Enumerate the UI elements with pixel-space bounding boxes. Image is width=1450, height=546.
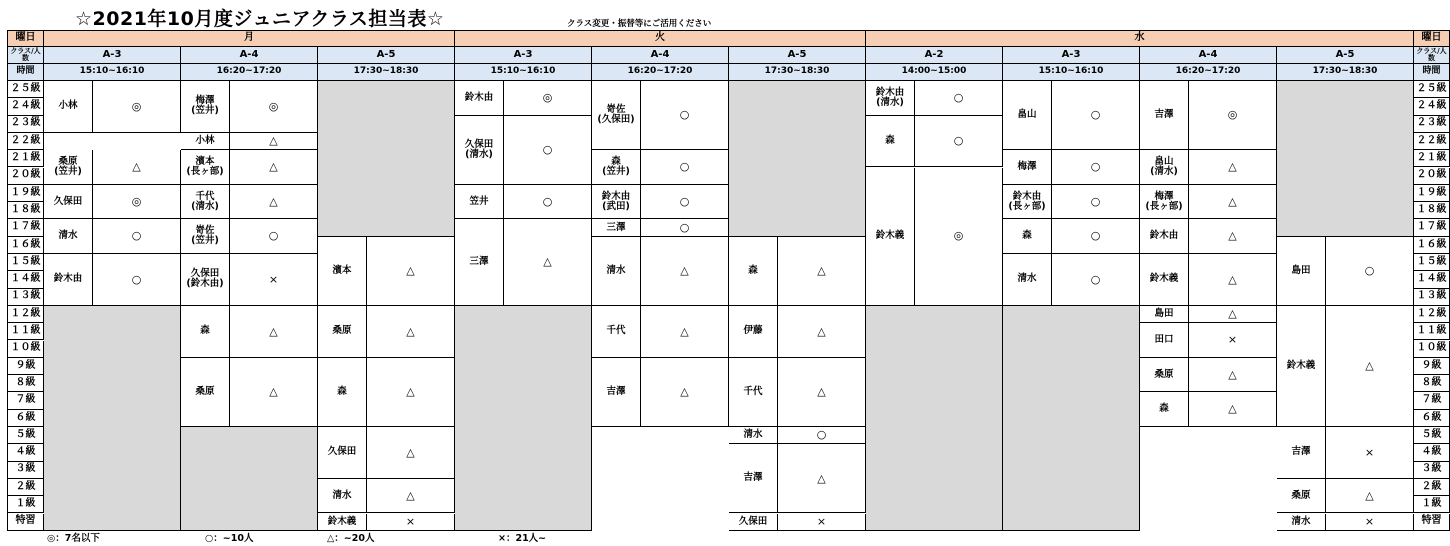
class-size-mark: △ (1189, 219, 1277, 254)
instructor-name: 清水 (44, 219, 93, 254)
level-label: ２１級 (8, 150, 44, 167)
instructor-name: 濱本 (長ヶ部) (181, 150, 230, 185)
class-size-mark: △ (1189, 185, 1277, 220)
instructor-name: 梅澤 (長ヶ部) (1140, 185, 1189, 220)
level-label-right: ２級 (1414, 479, 1450, 496)
day-header: 火 (455, 31, 866, 47)
time-header: 15:10~16:10 (44, 64, 181, 81)
legend-item: ×：21人~ (498, 533, 547, 544)
class-size-mark: △ (778, 237, 866, 306)
class-count-label-right: クラス/人数 (1414, 47, 1450, 64)
level-label: １７級 (8, 219, 44, 236)
level-label-right: １８級 (1414, 202, 1450, 219)
instructor-name: 森 (318, 358, 367, 427)
class-size-mark: △ (230, 306, 318, 358)
level-label-right: １級 (1414, 496, 1450, 513)
instructor-name: 森 (1003, 219, 1052, 254)
instructor-name: 森 (1140, 392, 1189, 427)
class-size-mark: △ (367, 479, 455, 514)
instructor-name: 吉澤 (1140, 81, 1189, 150)
class-size-mark: △ (778, 306, 866, 358)
empty-slot (729, 81, 866, 237)
level-label: ２級 (8, 479, 44, 496)
class-header: A-5 (729, 47, 866, 64)
level-label-right: 特習 (1414, 514, 1450, 531)
class-size-mark: ○ (641, 150, 729, 185)
class-size-mark: × (1326, 514, 1414, 531)
level-label: １４級 (8, 271, 44, 288)
class-size-mark: △ (367, 427, 455, 479)
class-size-mark: ○ (1052, 219, 1140, 254)
class-size-mark: × (778, 514, 866, 531)
instructor-name: 久保田 (729, 514, 778, 531)
level-label-right: ７級 (1414, 392, 1450, 409)
instructor-name: 久保田 (清水) (455, 116, 504, 185)
level-label: ４級 (8, 444, 44, 461)
instructor-name: 田口 (1140, 323, 1189, 358)
level-label: １６級 (8, 237, 44, 254)
instructor-name: 清水 (318, 479, 367, 514)
instructor-name: 久保田 (318, 427, 367, 479)
level-label-right: １５級 (1414, 254, 1450, 271)
instructor-name: 鈴木由 (武田) (592, 185, 641, 220)
level-label: １５級 (8, 254, 44, 271)
instructor-name: 鈴木義 (318, 514, 367, 531)
level-label-right: ６級 (1414, 410, 1450, 427)
class-size-mark: ◎ (915, 168, 1003, 306)
class-size-mark: △ (778, 444, 866, 513)
class-size-mark: △ (1189, 392, 1277, 427)
level-label-right: ２０級 (1414, 168, 1450, 185)
instructor-name: 桑原 (181, 358, 230, 427)
class-header: A-3 (1003, 47, 1140, 64)
level-label-right: ２３級 (1414, 116, 1450, 133)
instructor-name: 鈴木由 (清水) (866, 81, 915, 116)
legend-item: △：~20人 (327, 533, 375, 544)
instructor-name: 清水 (1277, 514, 1326, 531)
instructor-name: 小林 (44, 81, 93, 133)
page-title: ☆2021年10月度ジュニアクラス担当表☆ (75, 8, 445, 30)
level-label: ８級 (8, 375, 44, 392)
time-header: 16:20~17:20 (592, 64, 729, 81)
class-size-mark: △ (367, 306, 455, 358)
class-size-mark: ○ (641, 185, 729, 220)
time-header: 14:00~15:00 (866, 64, 1003, 81)
instructor-name: 濱本 (318, 237, 367, 306)
legend-item: ○：~10人 (205, 533, 254, 544)
class-size-mark: △ (1326, 306, 1414, 427)
class-size-mark: △ (641, 237, 729, 306)
level-label: 特習 (8, 514, 44, 531)
instructor-name: 森 (729, 237, 778, 306)
class-size-mark: ○ (1052, 150, 1140, 185)
class-size-mark: ○ (641, 81, 729, 150)
instructor-name: 桑原 (笠井) (44, 150, 93, 185)
level-label-right: ２４級 (1414, 98, 1450, 115)
class-size-mark: ◎ (1189, 81, 1277, 150)
day-header: 水 (866, 31, 1414, 47)
level-label-right: ４級 (1414, 444, 1450, 461)
class-size-mark: △ (367, 237, 455, 306)
class-header: A-3 (44, 47, 181, 64)
level-label: ２５級 (8, 81, 44, 98)
class-size-mark: ○ (778, 427, 866, 444)
level-label-right: ９級 (1414, 358, 1450, 375)
class-size-mark: △ (230, 150, 318, 185)
level-label: ６級 (8, 410, 44, 427)
level-label: ７級 (8, 392, 44, 409)
instructor-name: 笠井 (455, 185, 504, 220)
day-header: 月 (44, 31, 455, 47)
youbi-label: 曜日 (8, 31, 44, 47)
level-label-right: ３級 (1414, 462, 1450, 479)
instructor-name: 畠山 (1003, 81, 1052, 150)
youbi-label-right: 曜日 (1414, 31, 1450, 47)
level-label-right: １１級 (1414, 323, 1450, 340)
instructor-name: 久保田 (鈴木由) (181, 254, 230, 306)
instructor-name: 畠山 (清水) (1140, 150, 1189, 185)
level-label: ９級 (8, 358, 44, 375)
class-header: A-4 (592, 47, 729, 64)
instructor-name: 桑原 (1277, 479, 1326, 514)
empty-slot (318, 81, 455, 237)
instructor-name: 吉澤 (729, 444, 778, 513)
level-label: ３級 (8, 462, 44, 479)
instructor-name: 久保田 (44, 185, 93, 220)
time-header: 16:20~17:20 (181, 64, 318, 81)
class-size-mark: ○ (1052, 254, 1140, 306)
instructor-name: 鈴木由 (455, 81, 504, 116)
class-size-mark: ○ (93, 254, 181, 306)
empty-slot (44, 306, 181, 531)
class-header: A-4 (181, 47, 318, 64)
class-header: A-5 (318, 47, 455, 64)
class-count-label: クラス/人数 (8, 47, 44, 64)
class-size-mark: ○ (93, 219, 181, 254)
level-label: １１級 (8, 323, 44, 340)
class-size-mark: ○ (915, 81, 1003, 116)
class-size-mark: ◎ (93, 185, 181, 220)
level-label-right: ８級 (1414, 375, 1450, 392)
instructor-name: 小林 (181, 133, 230, 150)
instructor-name: 桑原 (318, 306, 367, 358)
instructor-name: 島田 (1277, 237, 1326, 306)
instructor-name: 鈴木由 (44, 254, 93, 306)
class-size-mark: △ (1189, 254, 1277, 306)
time-header: 15:10~16:10 (455, 64, 592, 81)
level-label-right: ２２級 (1414, 133, 1450, 150)
level-label-right: １４級 (1414, 271, 1450, 288)
class-size-mark: △ (641, 306, 729, 358)
level-label: １２級 (8, 306, 44, 323)
instructor-name: 鈴木義 (866, 168, 915, 306)
instructor-name: 森 (866, 116, 915, 168)
class-header: A-2 (866, 47, 1003, 64)
level-label-right: ２５級 (1414, 81, 1450, 98)
class-size-mark: △ (504, 219, 592, 306)
class-header: A-4 (1140, 47, 1277, 64)
instructor-name: 伊藤 (729, 306, 778, 358)
empty-slot (1003, 306, 1140, 531)
level-label: ２２級 (8, 133, 44, 150)
class-size-mark: △ (1189, 150, 1277, 185)
instructor-name: 嵜佐 (笠井) (181, 219, 230, 254)
class-size-mark: ○ (230, 219, 318, 254)
level-label: ５級 (8, 427, 44, 444)
class-size-mark: △ (1189, 358, 1277, 393)
class-size-mark: ◎ (504, 81, 592, 116)
class-size-mark: ○ (504, 185, 592, 220)
level-label-right: １２級 (1414, 306, 1450, 323)
level-label-right: １６級 (1414, 237, 1450, 254)
instructor-name: 清水 (592, 237, 641, 306)
class-size-mark: ○ (504, 116, 592, 185)
class-size-mark: △ (367, 358, 455, 427)
instructor-name: 島田 (1140, 306, 1189, 323)
level-label: ２３級 (8, 116, 44, 133)
class-size-mark: × (1189, 323, 1277, 358)
time-header: 16:20~17:20 (1140, 64, 1277, 81)
instructor-name: 森 (181, 306, 230, 358)
level-label-right: １７級 (1414, 219, 1450, 236)
class-size-mark: × (367, 514, 455, 531)
empty-slot (866, 306, 1003, 531)
instructor-name: 梅澤 (1003, 150, 1052, 185)
instructor-name: 鈴木義 (1140, 254, 1189, 306)
instructor-name: 桑原 (1140, 358, 1189, 393)
instructor-name: 三澤 (592, 219, 641, 236)
level-label-right: ５級 (1414, 427, 1450, 444)
instructor-name: 鈴木義 (1277, 306, 1326, 427)
time-label: 時間 (8, 64, 44, 81)
class-size-mark: ○ (1326, 237, 1414, 306)
instructor-name: 千代 (清水) (181, 185, 230, 220)
level-label: １級 (8, 496, 44, 513)
class-size-mark: △ (1189, 306, 1277, 323)
instructor-name: 嵜佐 (久保田) (592, 81, 641, 150)
time-header: 17:30~18:30 (318, 64, 455, 81)
class-size-mark: △ (641, 358, 729, 427)
class-size-mark: ○ (1052, 81, 1140, 150)
time-header: 17:30~18:30 (729, 64, 866, 81)
empty-slot (1277, 81, 1414, 237)
instructor-name: 清水 (1003, 254, 1052, 306)
level-label: １８級 (8, 202, 44, 219)
instructor-name: 梅澤 (笠井) (181, 81, 230, 133)
class-size-mark: ○ (915, 116, 1003, 168)
instructor-name: 清水 (729, 427, 778, 444)
class-size-mark: △ (1326, 479, 1414, 514)
class-size-mark: ◎ (93, 81, 181, 133)
instructor-name: 鈴木由 (1140, 219, 1189, 254)
class-size-mark: △ (230, 133, 318, 150)
level-label-right: １３級 (1414, 289, 1450, 306)
instructor-name: 千代 (729, 358, 778, 427)
time-header: 15:10~16:10 (1003, 64, 1140, 81)
class-size-mark: ○ (1052, 185, 1140, 220)
class-size-mark: △ (230, 185, 318, 220)
empty-slot (455, 306, 592, 531)
level-label: １３級 (8, 289, 44, 306)
instructor-name: 千代 (592, 306, 641, 358)
class-header: A-3 (455, 47, 592, 64)
level-label: ２４級 (8, 98, 44, 115)
level-label-right: ２１級 (1414, 150, 1450, 167)
class-size-mark: × (230, 254, 318, 306)
empty-slot (181, 427, 318, 531)
class-size-mark: △ (93, 150, 181, 185)
time-header: 17:30~18:30 (1277, 64, 1414, 81)
time-label-right: 時間 (1414, 64, 1450, 81)
level-label: ２０級 (8, 168, 44, 185)
class-size-mark: ◎ (230, 81, 318, 133)
usage-note: クラス変更・振替等にご活用ください (567, 19, 712, 29)
level-label-right: １０級 (1414, 341, 1450, 358)
class-header: A-5 (1277, 47, 1414, 64)
legend-item: ◎：7名以下 (47, 533, 100, 544)
level-label-right: １９級 (1414, 185, 1450, 202)
class-size-mark: △ (230, 358, 318, 427)
instructor-name: 鈴木由 (長ヶ部) (1003, 185, 1052, 220)
instructor-name: 吉澤 (1277, 427, 1326, 479)
level-label: １０級 (8, 341, 44, 358)
instructor-name: 吉澤 (592, 358, 641, 427)
class-size-mark: △ (778, 358, 866, 427)
class-size-mark: × (1326, 427, 1414, 479)
level-label: １９級 (8, 185, 44, 202)
instructor-name: 森 (笠井) (592, 150, 641, 185)
instructor-name: 三澤 (455, 219, 504, 306)
class-size-mark: ○ (641, 219, 729, 236)
